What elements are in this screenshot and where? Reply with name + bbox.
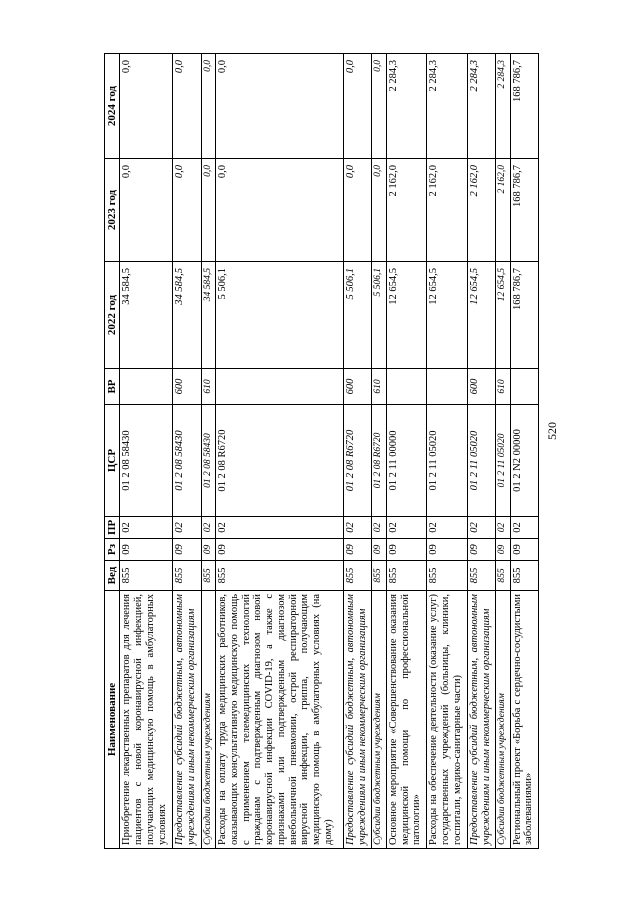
header-rz: Рз <box>105 539 120 561</box>
row-2022: 5 506,1 <box>372 262 386 369</box>
row-2024: 0,0 <box>120 54 173 159</box>
row-2024: 0,0 <box>216 54 344 159</box>
row-ved: 855 <box>427 561 468 591</box>
row-ved: 855 <box>344 561 372 591</box>
row-csr: 01 2 08 58430 <box>173 405 201 517</box>
row-2023: 0,0 <box>344 159 372 262</box>
row-ved: 855 <box>468 561 496 591</box>
row-rz: 09 <box>344 539 372 561</box>
row-2023: 0,0 <box>201 159 215 262</box>
header-name: Наименование <box>105 591 120 849</box>
row-2023: 0,0 <box>173 159 201 262</box>
row-name: Субсидии бюджетным учреждениям <box>496 591 510 849</box>
row-2023: 2 162,0 <box>427 159 468 262</box>
row-pr: 02 <box>496 517 510 539</box>
table-row <box>201 54 215 849</box>
row-pr: 02 <box>201 517 215 539</box>
row-name: Расходы на оплату труда медицинских работников, оказывающих консультативную медицинскую помощь с применением телемедицинских технологий гражданам с подтвержденным диагнозом новой коронавирусной инфекции COVID-19, а также с признаками или подтвержденным диагнозом внебольничной пневмонии, острой респираторной вирусной инфекции, гриппа, получающим медицинскую помощь в амбулаторных условиях (на дому) <box>216 591 344 849</box>
row-2023: 0,0 <box>216 159 344 262</box>
row-csr: 01 2 08 58430 <box>120 405 173 517</box>
row-name: Субсидии бюджетным учреждениям <box>201 591 215 849</box>
budget-table-wrapper <box>104 54 539 849</box>
row-2023: 0,0 <box>372 159 386 262</box>
row-csr: 01 2 11 00000 <box>386 405 427 517</box>
row-csr: 01 2 11 05020 <box>496 405 510 517</box>
row-name: Субсидии бюджетным учреждениям <box>372 591 386 849</box>
table-row <box>427 54 468 849</box>
row-name: Предоставление субсидий бюджетным, автономным учреждениям и иным некоммерческим организациям <box>344 591 372 849</box>
row-vr <box>510 369 538 405</box>
row-2024: 0,0 <box>344 54 372 159</box>
header-csr: ЦСР <box>105 405 120 517</box>
row-rz: 09 <box>173 539 201 561</box>
row-pr: 02 <box>468 517 496 539</box>
row-csr: 01 2 08 58430 <box>201 405 215 517</box>
row-vr: 600 <box>344 369 372 405</box>
row-csr: 01 2 11 05020 <box>427 405 468 517</box>
row-name: Приобретение лекарственных препаратов для лечения пациентов с новой коронавирусной инфекцией, получающих медицинскую помощь в амбулаторных условиях <box>120 591 173 849</box>
row-csr: 01 2 11 05020 <box>468 405 496 517</box>
table-row <box>372 54 386 849</box>
row-pr: 02 <box>173 517 201 539</box>
table-row <box>173 54 201 849</box>
table-row <box>216 54 344 849</box>
row-2024: 168 786,7 <box>510 54 538 159</box>
row-pr: 02 <box>427 517 468 539</box>
row-2024: 0,0 <box>173 54 201 159</box>
row-ved: 855 <box>496 561 510 591</box>
header-2023: 2023 год <box>105 159 120 262</box>
row-2022: 5 506,1 <box>344 262 372 369</box>
row-name: Расходы на обеспечение деятельности (оказание услуг) государственных учреждений (больницы, клиники, госпитали, медико-санитарные части) <box>427 591 468 849</box>
row-2024: 2 284,3 <box>496 54 510 159</box>
row-name: Основное мероприятие «Совершенствование оказания медицинской помощи по профессиональной патологии» <box>386 591 427 849</box>
row-2023: 0,0 <box>120 159 173 262</box>
header-pr: ПР <box>105 517 120 539</box>
table-row <box>386 54 427 849</box>
row-pr: 02 <box>216 517 344 539</box>
header-2022: 2022 год <box>105 262 120 369</box>
row-vr: 610 <box>372 369 386 405</box>
row-vr: 600 <box>468 369 496 405</box>
row-vr <box>120 369 173 405</box>
row-2023: 2 162,0 <box>468 159 496 262</box>
row-2022: 34 584,5 <box>201 262 215 369</box>
row-2022: 12 654,5 <box>386 262 427 369</box>
row-2022: 34 584,5 <box>120 262 173 369</box>
row-2023: 2 162,0 <box>496 159 510 262</box>
row-ved: 855 <box>173 561 201 591</box>
row-2022: 12 654,5 <box>468 262 496 369</box>
row-2024: 2 284,3 <box>386 54 427 159</box>
budget-table <box>104 53 539 849</box>
row-2022: 12 654,5 <box>496 262 510 369</box>
row-rz: 09 <box>216 539 344 561</box>
row-2022: 12 654,5 <box>427 262 468 369</box>
row-2022: 168 786,7 <box>510 262 538 369</box>
row-2024: 2 284,3 <box>468 54 496 159</box>
row-2024: 0,0 <box>201 54 215 159</box>
row-vr: 600 <box>173 369 201 405</box>
row-2023: 2 162,0 <box>386 159 427 262</box>
row-rz: 09 <box>386 539 427 561</box>
header-2024: 2024 год <box>105 54 120 159</box>
row-ved: 855 <box>216 561 344 591</box>
row-rz: 09 <box>201 539 215 561</box>
row-vr: 610 <box>201 369 215 405</box>
row-ved: 855 <box>386 561 427 591</box>
row-csr: 01 2 08 R6720 <box>344 405 372 517</box>
row-csr: 01 2 N2 00000 <box>510 405 538 517</box>
row-ved: 855 <box>372 561 386 591</box>
table-row <box>344 54 372 849</box>
row-name: Региональный проект «Борьба с сердечно-сосудистыми заболеваниями» <box>510 591 538 849</box>
row-rz: 09 <box>372 539 386 561</box>
row-name: Предоставление субсидий бюджетным, автономным учреждениям и иным некоммерческим организациям <box>468 591 496 849</box>
row-csr: 01 2 08 R6720 <box>372 405 386 517</box>
table-row <box>468 54 496 849</box>
row-vr <box>427 369 468 405</box>
row-rz: 09 <box>427 539 468 561</box>
row-rz: 09 <box>496 539 510 561</box>
table-row <box>120 54 173 849</box>
table-header-row <box>105 54 120 849</box>
row-pr: 02 <box>344 517 372 539</box>
row-csr: 01 2 08 R6720 <box>216 405 344 517</box>
row-rz: 09 <box>120 539 173 561</box>
row-rz: 09 <box>510 539 538 561</box>
row-pr: 02 <box>120 517 173 539</box>
row-ved: 855 <box>510 561 538 591</box>
row-2022: 34 584,5 <box>173 262 201 369</box>
table-row <box>510 54 538 849</box>
row-2024: 2 284,3 <box>427 54 468 159</box>
row-vr <box>216 369 344 405</box>
row-pr: 02 <box>372 517 386 539</box>
row-2023: 168 786,7 <box>510 159 538 262</box>
row-vr: 610 <box>496 369 510 405</box>
table-row <box>496 54 510 849</box>
row-2022: 5 506,1 <box>216 262 344 369</box>
header-ved: Вед <box>105 561 120 591</box>
row-name: Предоставление субсидий бюджетным, автономным учреждениям и иным некоммерческим организациям <box>173 591 201 849</box>
page-number: 520 <box>545 422 559 440</box>
row-2024: 0,0 <box>372 54 386 159</box>
row-ved: 855 <box>120 561 173 591</box>
row-rz: 09 <box>468 539 496 561</box>
row-vr <box>386 369 427 405</box>
row-pr: 02 <box>510 517 538 539</box>
header-vr: ВР <box>105 369 120 405</box>
row-ved: 855 <box>201 561 215 591</box>
row-pr: 02 <box>386 517 427 539</box>
